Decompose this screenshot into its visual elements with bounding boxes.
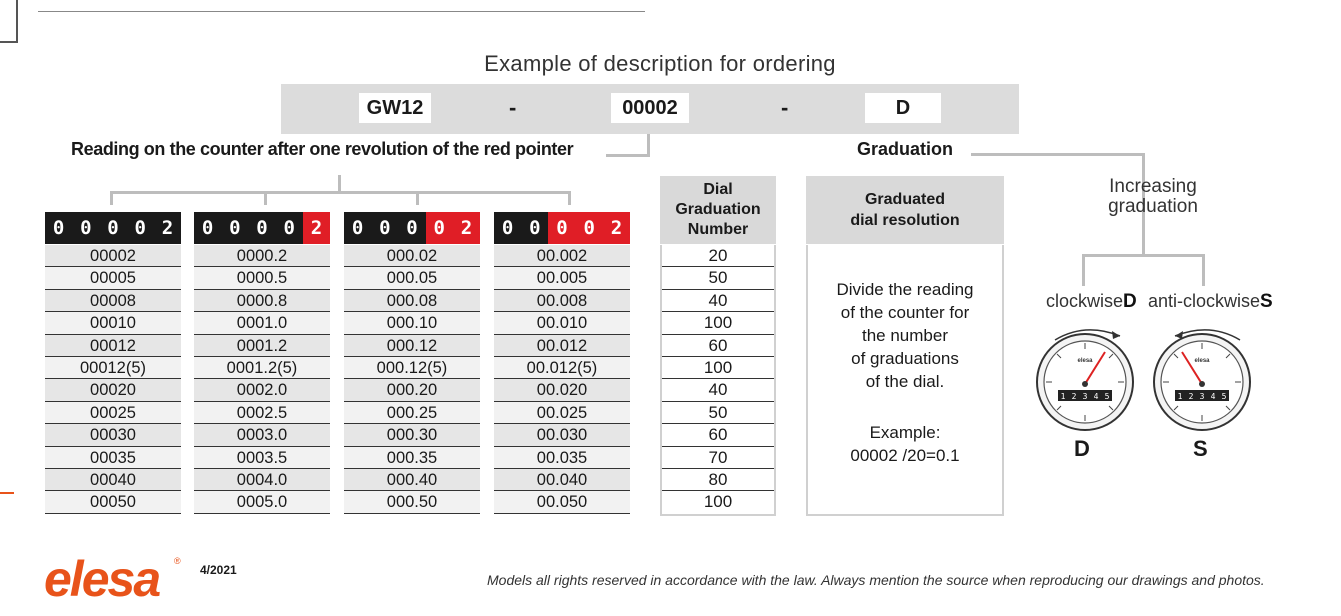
table-cell: 00012 [45, 335, 181, 357]
connector-line [110, 191, 113, 205]
counter-digit: 0 [229, 217, 241, 239]
direction-word: anti-clockwise [1148, 291, 1261, 311]
table-cell: 00.008 [494, 290, 630, 312]
counter-digit: 0 [134, 217, 146, 239]
table-cell: 000.35 [344, 447, 480, 469]
label-line: Increasing [1109, 176, 1197, 197]
connector-line [606, 154, 650, 157]
header-line: Number [687, 221, 749, 238]
gauge-digit: 3 [1082, 392, 1088, 401]
order-code-model: GW12 [359, 93, 431, 123]
gauge-d-icon [1037, 334, 1133, 430]
example-label: Example: [869, 423, 941, 442]
gauge-illustrations [1025, 312, 1295, 440]
table-cell: 100 [703, 492, 733, 512]
order-code-separator: - [781, 95, 789, 120]
resolution-text: of the counter for [840, 303, 970, 322]
table-cell: 000.08 [344, 290, 480, 312]
gauge-digit: 1 [1060, 392, 1066, 401]
table-cell: 00.030 [494, 424, 630, 446]
table-cell: 00.012(5) [494, 357, 630, 379]
resolution-text: the number [862, 326, 948, 345]
table-cell: 50 [662, 402, 774, 424]
table-cell: 00.050 [494, 491, 630, 513]
reading-column [194, 245, 330, 514]
copyright-notice: Models all rights reserved in accordance with the law. Always mention the source when reproducing our drawings and photos. [487, 572, 1265, 588]
gauge-digit: 5 [1104, 392, 1110, 401]
reading-heading: Reading on the counter after one revolution of the red pointer [71, 139, 574, 159]
counter-digit: 0 [501, 217, 514, 239]
gauge-s-icon [1154, 334, 1250, 430]
gauge-digit: 4 [1093, 392, 1099, 401]
table-cell: 0005.0 [194, 491, 330, 513]
table-cell: 00020 [45, 379, 181, 401]
connector-line [568, 191, 571, 205]
table-cell: 00.035 [494, 447, 630, 469]
table-cell: 0001.2(5) [194, 357, 330, 379]
counter-digit: 0 [529, 217, 541, 239]
table-cell: 000.25 [344, 402, 480, 424]
clockwise-label [1046, 291, 1137, 313]
table-cell: 00.020 [494, 379, 630, 401]
order-code-bar [281, 84, 1019, 134]
label-line: graduation [1108, 196, 1198, 217]
counter-digit: 0 [283, 217, 295, 239]
order-code-direction: D [865, 93, 941, 123]
page-corner-mark [0, 0, 18, 43]
table-cell: 00030 [45, 424, 181, 446]
table-cell: 0001.0 [194, 312, 330, 334]
elesa-logo [44, 550, 194, 602]
counter-display [344, 212, 480, 244]
header-line: Dial [703, 181, 733, 198]
table-cell: 0003.0 [194, 424, 330, 446]
counter-digit-red: 0 [426, 212, 453, 244]
direction-letter-d: D [1074, 436, 1090, 461]
table-cell: 000.05 [344, 267, 480, 289]
header-line: dial resolution [850, 212, 960, 229]
gauge-brand: elesa [1194, 358, 1210, 364]
table-cell: 0003.5 [194, 447, 330, 469]
table-cell: 000.30 [344, 424, 480, 446]
connector-line [264, 191, 267, 205]
table-cell: 0000.8 [194, 290, 330, 312]
counter-display [494, 212, 630, 244]
table-cell: 00.040 [494, 469, 630, 491]
direction-word: clockwise [1046, 291, 1124, 311]
order-code-separator: - [509, 95, 517, 120]
table-cell: 00050 [45, 491, 181, 513]
header-line: Graduation [675, 201, 761, 218]
connector-line [1202, 254, 1205, 286]
direction-letter: S [1260, 291, 1273, 312]
resolution-header [806, 176, 1004, 244]
table-cell: 60 [662, 335, 774, 357]
table-cell: 00035 [45, 447, 181, 469]
table-cell: 0002.5 [194, 402, 330, 424]
gauge-digit: 2 [1188, 392, 1194, 401]
edition-date: 4/2021 [200, 563, 237, 577]
connector-line [416, 191, 419, 205]
table-cell: 0000.5 [194, 267, 330, 289]
counter-digit: 0 [80, 217, 92, 239]
anticlockwise-label [1148, 291, 1273, 313]
connector-line [647, 134, 650, 157]
direction-letter: D [1123, 291, 1137, 312]
counter-digit: 0 [201, 217, 214, 239]
dial-graduation-column [660, 245, 776, 516]
table-cell: 0002.0 [194, 379, 330, 401]
table-cell: 20 [662, 245, 774, 267]
table-cell: 40 [662, 290, 774, 312]
connector-line [971, 153, 1145, 156]
table-cell: 0004.0 [194, 469, 330, 491]
counter-digit: 0 [52, 217, 65, 239]
table-cell: 000.20 [344, 379, 480, 401]
counter-display [45, 212, 181, 244]
counter-digit: 0 [107, 217, 119, 239]
graduation-heading: Graduation [857, 139, 954, 159]
gauge-digit: 4 [1210, 392, 1216, 401]
order-code-counter: 00002 [611, 93, 689, 123]
counter-digit: 0 [256, 217, 268, 239]
logo-text: elesa [44, 551, 160, 602]
table-cell: 100 [662, 357, 774, 379]
gauge-brand: elesa [1077, 358, 1093, 364]
table-cell: 000.12(5) [344, 357, 480, 379]
header-line: Graduated [864, 191, 945, 208]
reading-column [344, 245, 480, 514]
table-cell: 000.50 [344, 491, 480, 513]
direction-letter-s: S [1193, 436, 1208, 461]
table-cell: 40 [662, 379, 774, 401]
table-cell: 70 [662, 447, 774, 469]
table-cell: 0001.2 [194, 335, 330, 357]
gauge-digit: 2 [1071, 392, 1077, 401]
connector-line [1082, 254, 1085, 286]
counter-digit: 0 [406, 217, 418, 239]
gauge-digit: 3 [1199, 392, 1205, 401]
resolution-body [806, 245, 1004, 516]
page-title: Example of description for ordering [484, 51, 836, 76]
table-cell: 00.012 [494, 335, 630, 357]
reading-column [45, 245, 181, 514]
table-cell: 00.005 [494, 267, 630, 289]
table-cell: 00012(5) [45, 357, 181, 379]
gauge-digit: 1 [1177, 392, 1183, 401]
margin-tick [0, 492, 14, 494]
resolution-text: Divide the reading [836, 280, 974, 299]
counter-digit-red: 0 [576, 212, 603, 244]
resolution-text: of graduations [851, 349, 959, 368]
example-value: 00002 /20=0.1 [850, 446, 960, 465]
reading-column [494, 245, 630, 514]
table-cell: 000.02 [344, 245, 480, 267]
table-cell: 00.010 [494, 312, 630, 334]
counter-digit: 0 [351, 217, 364, 239]
table-cell: 00040 [45, 469, 181, 491]
table-cell: 000.40 [344, 469, 480, 491]
counter-digit-red: 2 [453, 212, 480, 244]
table-cell: 00005 [45, 267, 181, 289]
registered-mark: ® [174, 556, 181, 566]
counter-digit-red: 0 [548, 212, 575, 244]
table-cell: 00.025 [494, 402, 630, 424]
table-cell: 00.002 [494, 245, 630, 267]
connector-line [110, 191, 571, 194]
table-cell: 60 [662, 424, 774, 446]
table-cell: 00025 [45, 402, 181, 424]
top-rule [38, 11, 645, 12]
counter-digit-red: 2 [303, 212, 330, 244]
table-cell: 00002 [45, 245, 181, 267]
table-cell: 0000.2 [194, 245, 330, 267]
table-cell: 100 [662, 312, 774, 334]
table-cell: 00010 [45, 312, 181, 334]
table-cell: 000.10 [344, 312, 480, 334]
counter-digit-red: 2 [603, 212, 630, 244]
table-cell: 80 [662, 469, 774, 491]
counter-digit: 0 [379, 217, 391, 239]
table-cell: 50 [662, 267, 774, 289]
resolution-text: of the dial. [865, 372, 945, 391]
table-cell: 00008 [45, 290, 181, 312]
gauge-digit: 5 [1221, 392, 1227, 401]
dial-graduation-header [660, 176, 776, 244]
increasing-graduation-label [1093, 177, 1213, 217]
table-cell: 000.12 [344, 335, 480, 357]
counter-display [194, 212, 330, 244]
connector-line [1082, 254, 1205, 257]
counter-digit: 2 [161, 217, 174, 239]
